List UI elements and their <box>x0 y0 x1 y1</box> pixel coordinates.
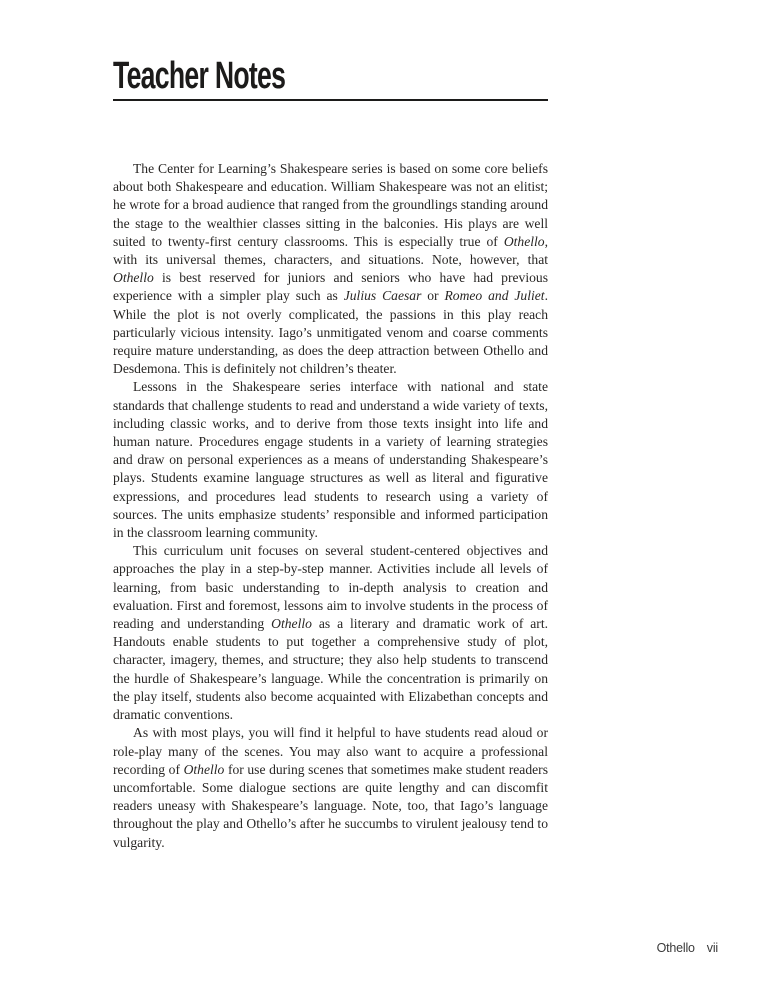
body-text <box>113 160 548 852</box>
footer-book-title: Othello <box>656 941 695 955</box>
page-title <box>113 57 359 95</box>
paragraph-4: As with most plays, you will find it helpful to have students read aloud or role-play many of the scenes. You may also want to acquire a professional recording of Othello for use during scenes that sometimes make student readers uncomfortable. Some dialogue sections are quite lengthy and can discomfit readers uneasy with Shakespeare’s language. Note, too, that Iago’s language throughout the play and Othello’s after he succumbs to virulent jealousy tend to vulgarity. <box>113 725 548 850</box>
title-rule <box>113 99 548 101</box>
paragraph-3: This curriculum unit focuses on several student-centered objectives and approaches the play in a step-by-step manner. Activities include all levels of learning, from basic understanding to in-depth analysis to creation and evaluation. First and foremost, lessons aim to involve students in the process of reading and understanding Othello as a literary and dramatic work of art. Handouts enable students to put together a comprehensive study of plot, character, imagery, themes, and structure; they also help students to transcend the hurdle of Shakespeare’s language. While the concentration is primarily on the play itself, students also become acquainted with Elizabethan concepts and dramatic conventions. <box>113 543 548 723</box>
paragraph-2: Lessons in the Shakespeare series interface with national and state standards that challenge students to read and understand a wide variety of texts, including classic works, and to derive from those texts insight into life and human nature. Procedures engage students in a variety of learning strategies and draw on personal experiences as a means of understanding Shakespeare’s plays. Students examine language structures as well as literal and figurative expressions, and procedures lead students to research using a variety of sources. The units emphasize students’ responsible and informed participation in the classroom learning community. <box>113 379 548 541</box>
page-footer <box>657 941 718 955</box>
footer-page-number: vii <box>706 941 718 955</box>
page-title-text: Teacher Notes <box>113 55 286 97</box>
paragraph-1: The Center for Learning’s Shakespeare series is based on some core beliefs about both Shakespeare and education. William Shakespeare was not an elitist; he wrote for a broad audience that ranged from the groundlings standing around the stage to the wealthier classes sitting in the balconies. His plays are well suited to twenty-first century classrooms. This is especially true of Othello, with its universal themes, characters, and situations. Note, however, that Othello is best reserved for juniors and seniors who have had previous experience with a simpler play such as Julius Caesar or Romeo and Juliet. While the plot is not overly complicated, the passions in this play reach particularly vicious intensity. Iago’s unmitigated venom and coarse comments require mature understanding, as does the deep attraction between Othello and Desdemona. This is definitely not children’s theater. <box>113 161 548 377</box>
